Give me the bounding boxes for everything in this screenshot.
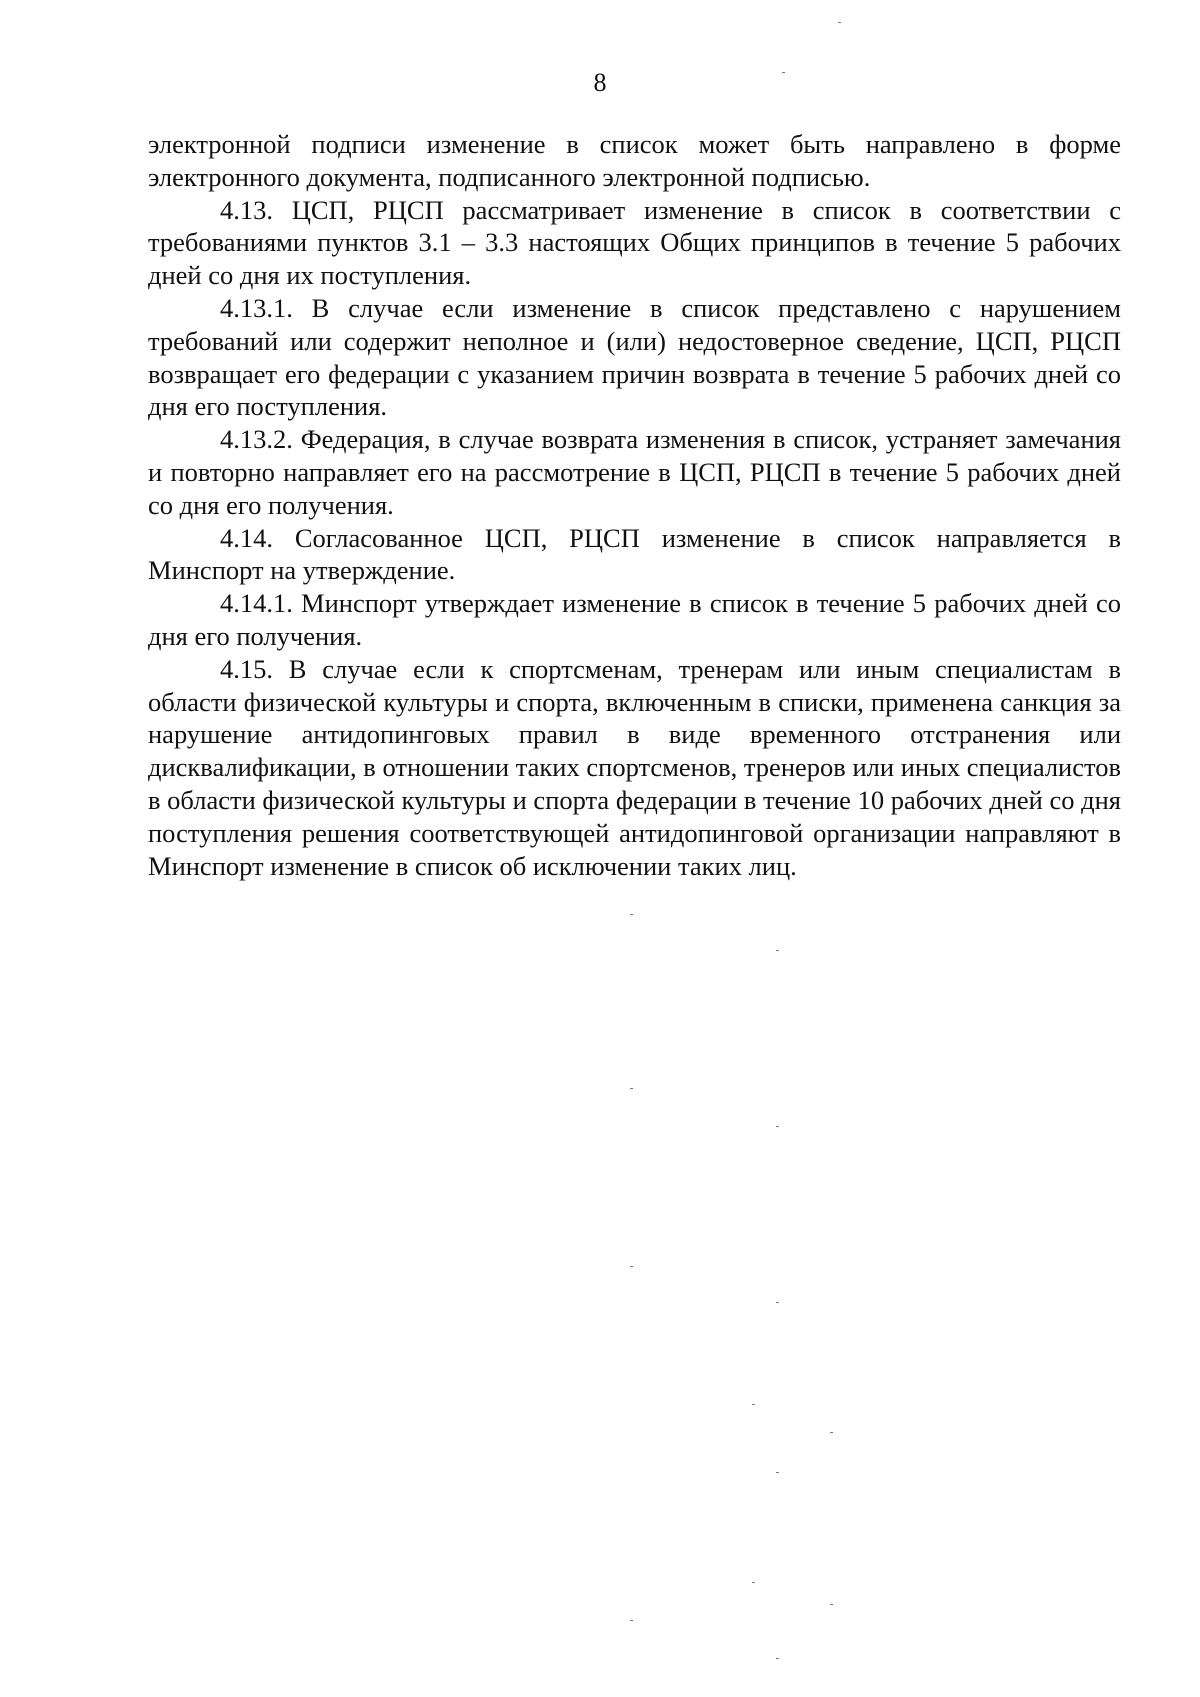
scan-speck: [830, 1604, 833, 1605]
scan-speck: [776, 1658, 779, 1659]
document-body: [148, 128, 1121, 882]
page-number: 8: [593, 68, 607, 97]
scan-speck: [752, 1582, 755, 1583]
scan-speck: [630, 1088, 633, 1089]
scan-speck: [782, 72, 785, 73]
paragraph-4-15: 4.15. В случае если к спортсменам, тренерам или иным специалистам в области физической культуры и спорта, включенным в списки, применена санкция за нарушение антидопинговых правил в виде временного отстранения или дисквалификации, в отношении таких спортсменов, тренеров или иных специалистов в области физической культуры и спорта федерации в течение 10 рабочих дней со дня поступления решения соответствующей антидопинговой организации направляют в Минспорт изменение в список об исключении таких лиц.: [148, 653, 1121, 881]
scan-speck: [630, 1620, 633, 1621]
paragraph-4-13-2: 4.13.2. Федерация, в случае возврата изменения в список, устраняет замечания и повторно направляет его на рассмотрение в ЦСП, РЦСП в течение 5 рабочих дней со дня его получения.: [148, 424, 1121, 520]
paragraph-4-14: 4.14. Согласованное ЦСП, РЦСП изменение в список направляется в Минспорт на утверждение.: [148, 522, 1121, 586]
scan-speck: [752, 1404, 755, 1405]
scan-speck: [776, 1472, 779, 1473]
scan-speck: [776, 1126, 779, 1127]
scan-speck: [830, 1432, 833, 1433]
scan-speck: [838, 22, 841, 23]
scan-speck: [776, 1302, 779, 1303]
paragraph-4-14-1: 4.14.1. Минспорт утверждает изменение в список в течение 5 рабочих дней со дня его получения.: [148, 588, 1121, 651]
paragraph-continuation: электронной подписи изменение в список может быть направлено в форме электронного документа, подписанного электронной подписью.: [148, 129, 1121, 192]
paragraph-4-13: 4.13. ЦСП, РЦСП рассматривает изменение в список в соответствии с требованиями пунктов 3.1 – 3.3 настоящих Общих принципов в течение 5 рабочих дней со дня их поступления.: [148, 194, 1121, 291]
paragraph-4-13-1: 4.13.1. В случае если изменение в список представлено с нарушением требований или содержит неполное и (или) недостоверное сведение, ЦСП, РЦСП возвращает его федерации с указанием причин возврата в течение 5 рабочих дней со дня его поступления.: [148, 292, 1121, 422]
scan-speck: [776, 950, 779, 951]
scan-speck: [630, 914, 633, 915]
scan-speck: [630, 1266, 633, 1267]
